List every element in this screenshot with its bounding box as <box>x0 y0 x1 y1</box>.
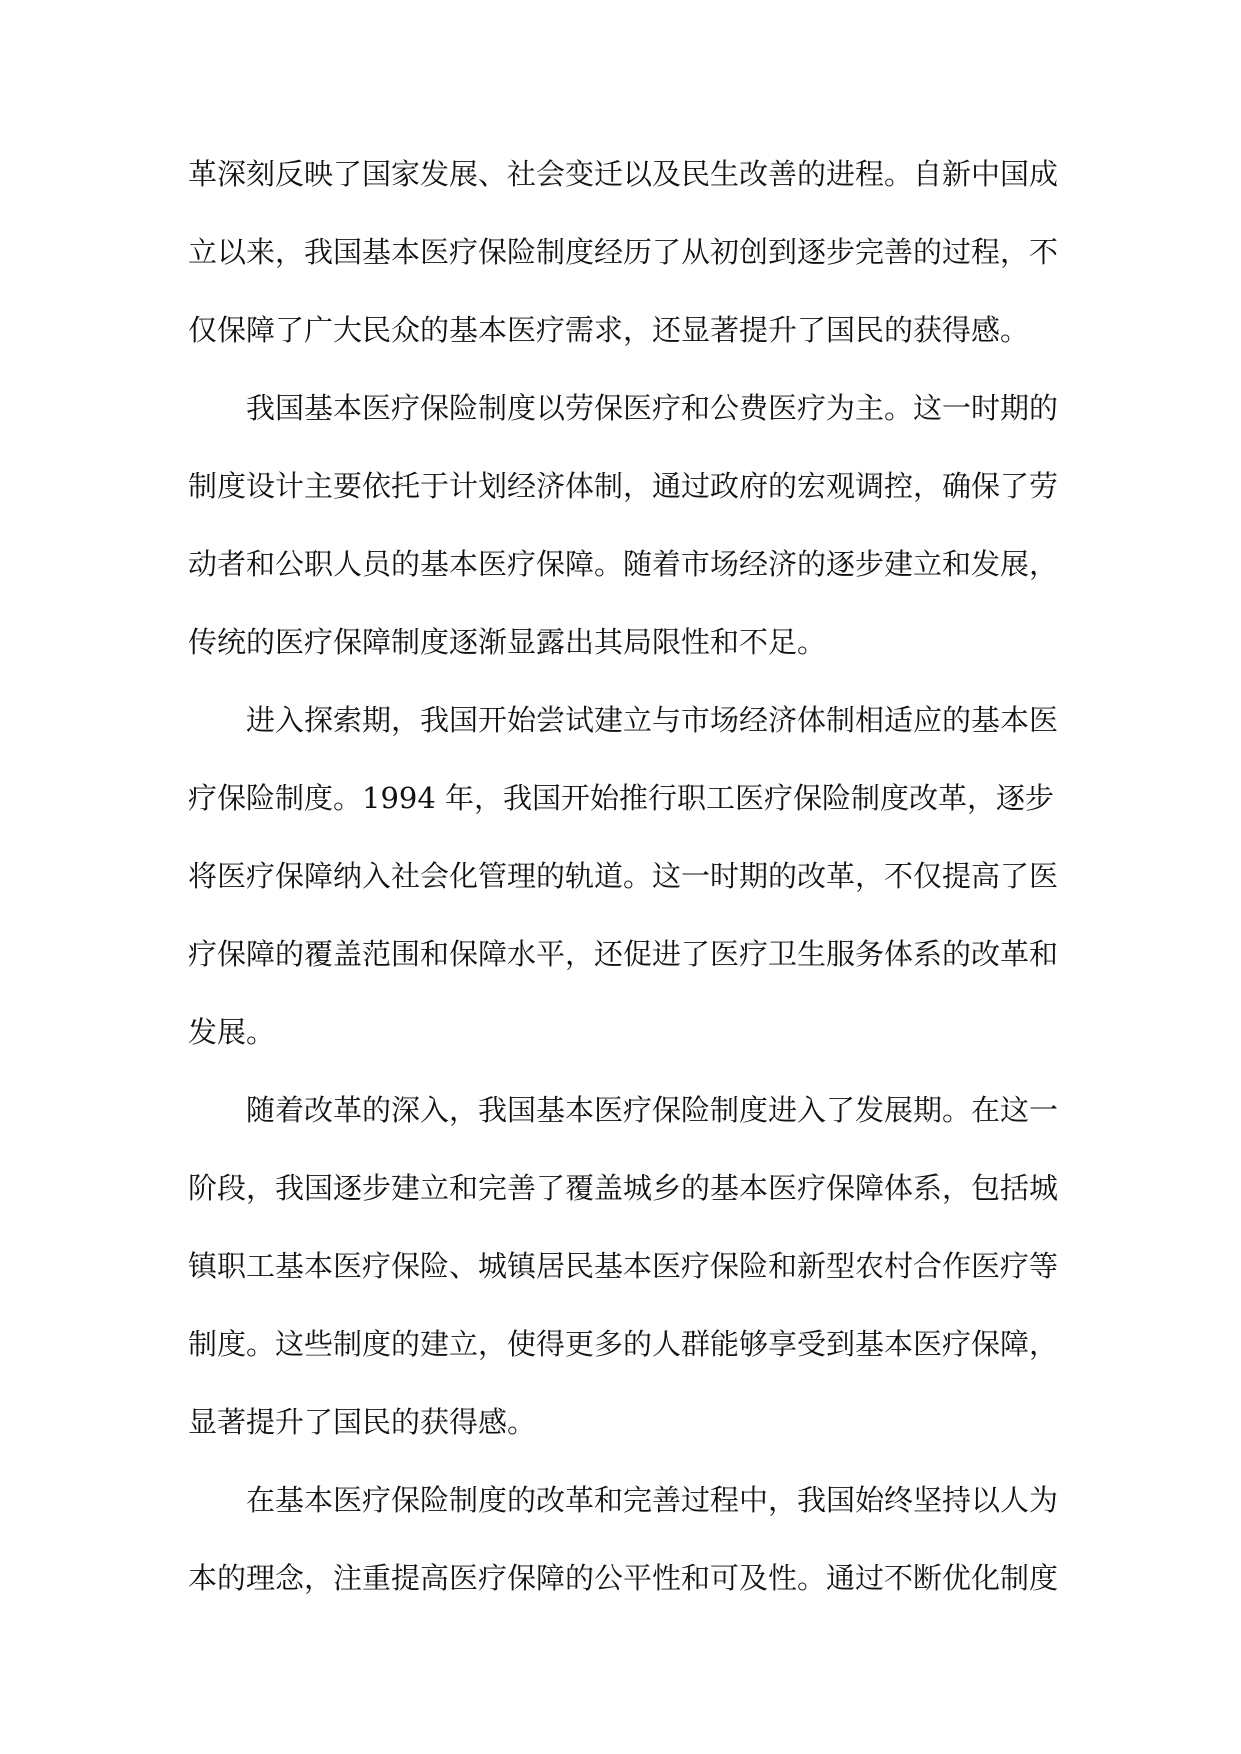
paragraph-first-line: 随着改革的深入，我国基本医疗保险制度进入了发展期。在这一 <box>246 1093 1059 1127</box>
paragraph-first-line: 进入探索期，我国开始尝试建立与市场经济体制相适应的基本医 <box>246 703 1059 737</box>
text-line: 仅保障了广大民众的基本医疗需求，还显著提升了国民的获得感。 <box>188 313 1030 347</box>
text-line: 将医疗保障纳入社会化管理的轨道。这一时期的改革，不仅提高了医 <box>188 859 1059 893</box>
text-line: 动者和公职人员的基本医疗保障。随着市场经济的逐步建立和发展， <box>188 547 1059 581</box>
text-line: 发展。 <box>188 1015 276 1049</box>
text-line: 本的理念，注重提高医疗保障的公平性和可及性。通过不断优化制度 <box>188 1561 1059 1595</box>
text-line: 显著提升了国民的获得感。 <box>188 1405 537 1439</box>
text-line: 制度。这些制度的建立，使得更多的人群能够享受到基本医疗保障， <box>188 1327 1059 1361</box>
text-line: 立以来，我国基本医疗保险制度经历了从初创到逐步完善的过程，不 <box>188 235 1059 269</box>
text-line: 疗保险制度。1994 年，我国开始推行职工医疗保险制度改革，逐步 <box>188 781 1055 815</box>
text-line: 镇职工基本医疗保险、城镇居民基本医疗保险和新型农村合作医疗等 <box>188 1249 1059 1283</box>
paragraph-first-line: 我国基本医疗保险制度以劳保医疗和公费医疗为主。这一时期的 <box>246 391 1059 425</box>
text-line: 传统的医疗保障制度逐渐显露出其局限性和不足。 <box>188 625 827 659</box>
text-line: 革深刻反映了国家发展、社会变迁以及民生改善的进程。自新中国成 <box>188 157 1059 191</box>
text-line: 制度设计主要依托于计划经济体制，通过政府的宏观调控，确保了劳 <box>188 469 1059 503</box>
text-line: 阶段，我国逐步建立和完善了覆盖城乡的基本医疗保障体系，包括城 <box>188 1171 1059 1205</box>
paragraph-first-line: 在基本医疗保险制度的改革和完善过程中，我国始终坚持以人为 <box>246 1483 1059 1517</box>
document-body <box>188 146 1068 1628</box>
text-line: 疗保障的覆盖范围和保障水平，还促进了医疗卫生服务体系的改革和 <box>188 937 1059 971</box>
